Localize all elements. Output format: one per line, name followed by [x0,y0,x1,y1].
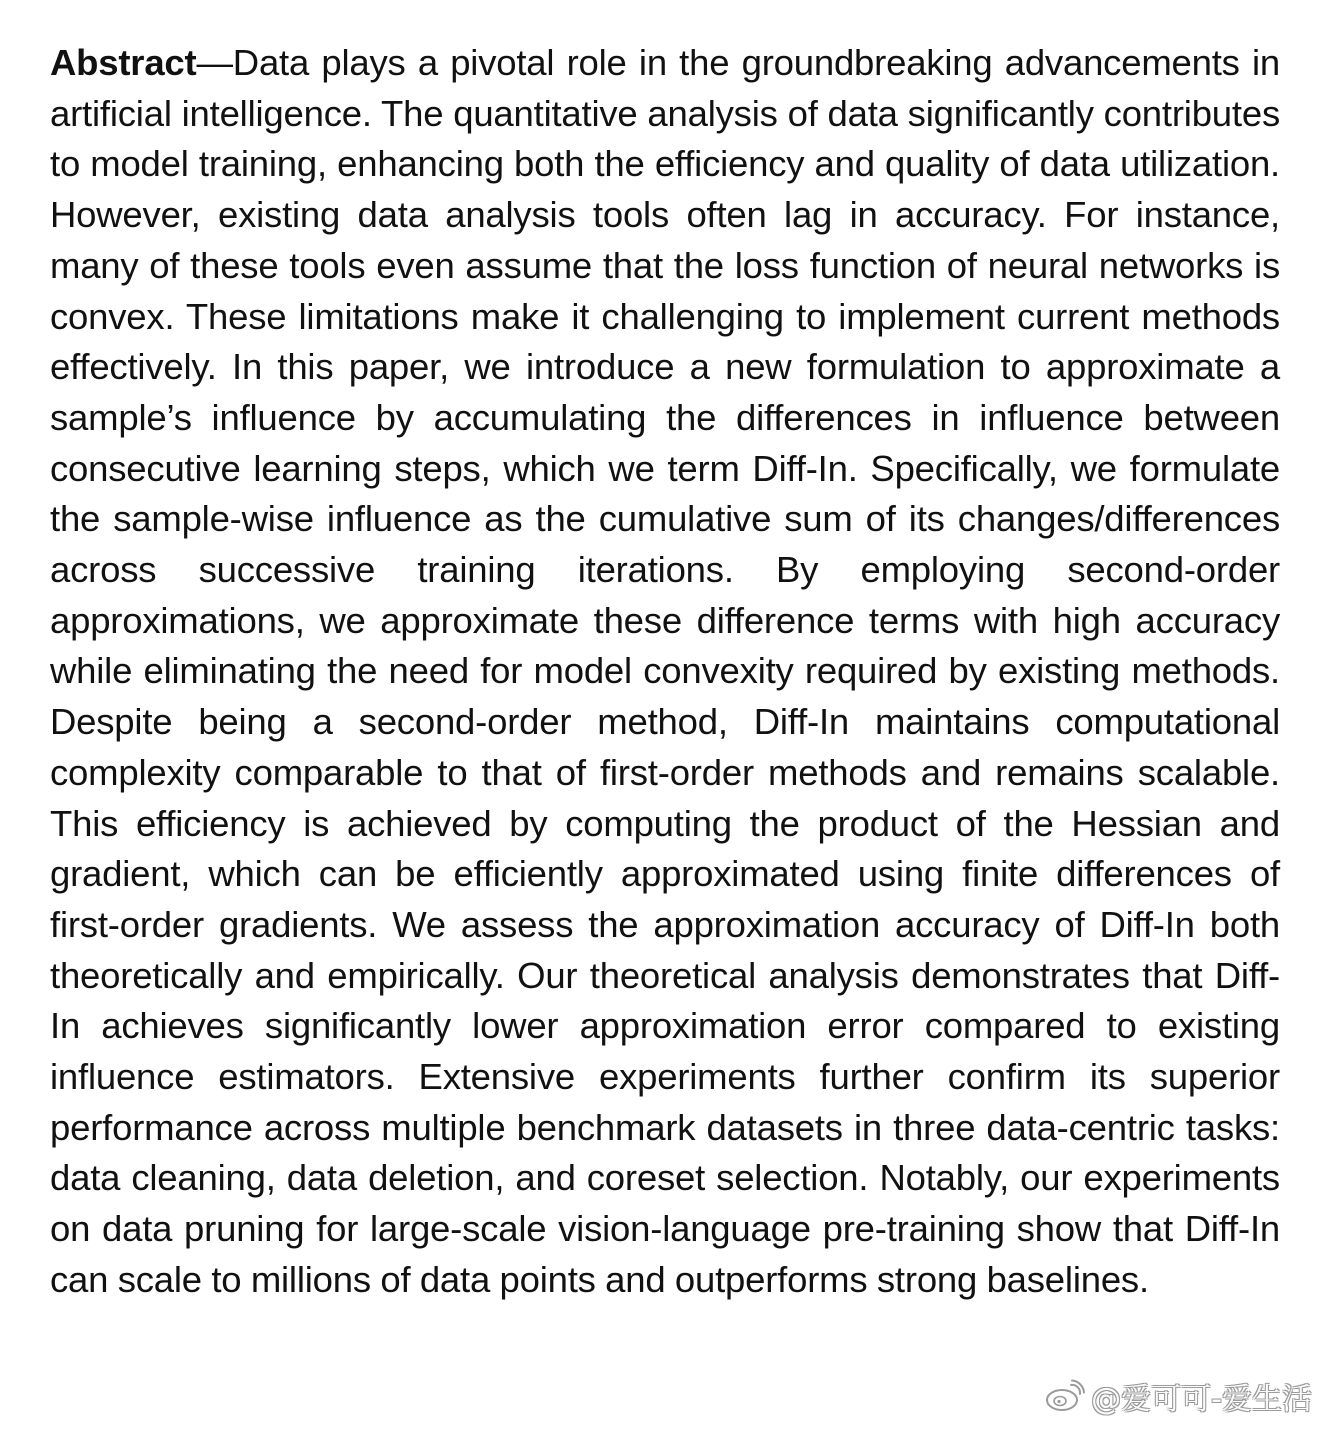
abstract-body: Data plays a pivotal role in the groundbreaking advancements in artificial intelligence. The quantitative analysis of data significantly contributes to model training, enhancing both the efficiency and quality of data utilization. However, existing data analysis tools often lag in accuracy. For instance, many of these tools even assume that the loss function of neural networks is convex. These limitations make it challenging to implement current methods effectively. In this paper, we introduce a new formulation to approximate a sample’s influence by accumulating the differences in influence between consecutive learning steps, which we term Diff-In. Specifically, we formulate the sample-wise influence as the cumulative sum of its changes/differences across successive training iterations. By employing second-order approximations, we approximate these difference terms with high accuracy while eliminating the need for model convexity required by existing methods. Despite being a second-order method, Diff-In maintains computational complexity comparable to that of first-order methods and remains scalable. This efficiency is achieved by computing the product of the Hessian and gradient, which can be efficiently approximated using finite differences of first-order gradients. We assess the approximation accuracy of Diff-In both theoretically and empirically. Our theoretical analysis demonstrates that Diff-In achieves significantly lower approximation error compared to existing influence estimators. Extensive experiments further confirm its superior performance across multiple benchmark datasets in three data-centric tasks: data cleaning, data deletion, and coreset selection. Notably, our experiments on data pruning for large-scale vision-language pre-training show that Diff-In can scale to millions of data points and outperforms strong baselines. [50,42,1280,1300]
watermark [1045,1374,1312,1418]
abstract-paragraph [50,38,1280,1306]
abstract-dash: — [196,42,233,83]
watermark-text: @爱可可-爱生活 [1091,1382,1312,1417]
weibo-icon [1045,1379,1085,1413]
abstract-label: Abstract [50,42,197,83]
